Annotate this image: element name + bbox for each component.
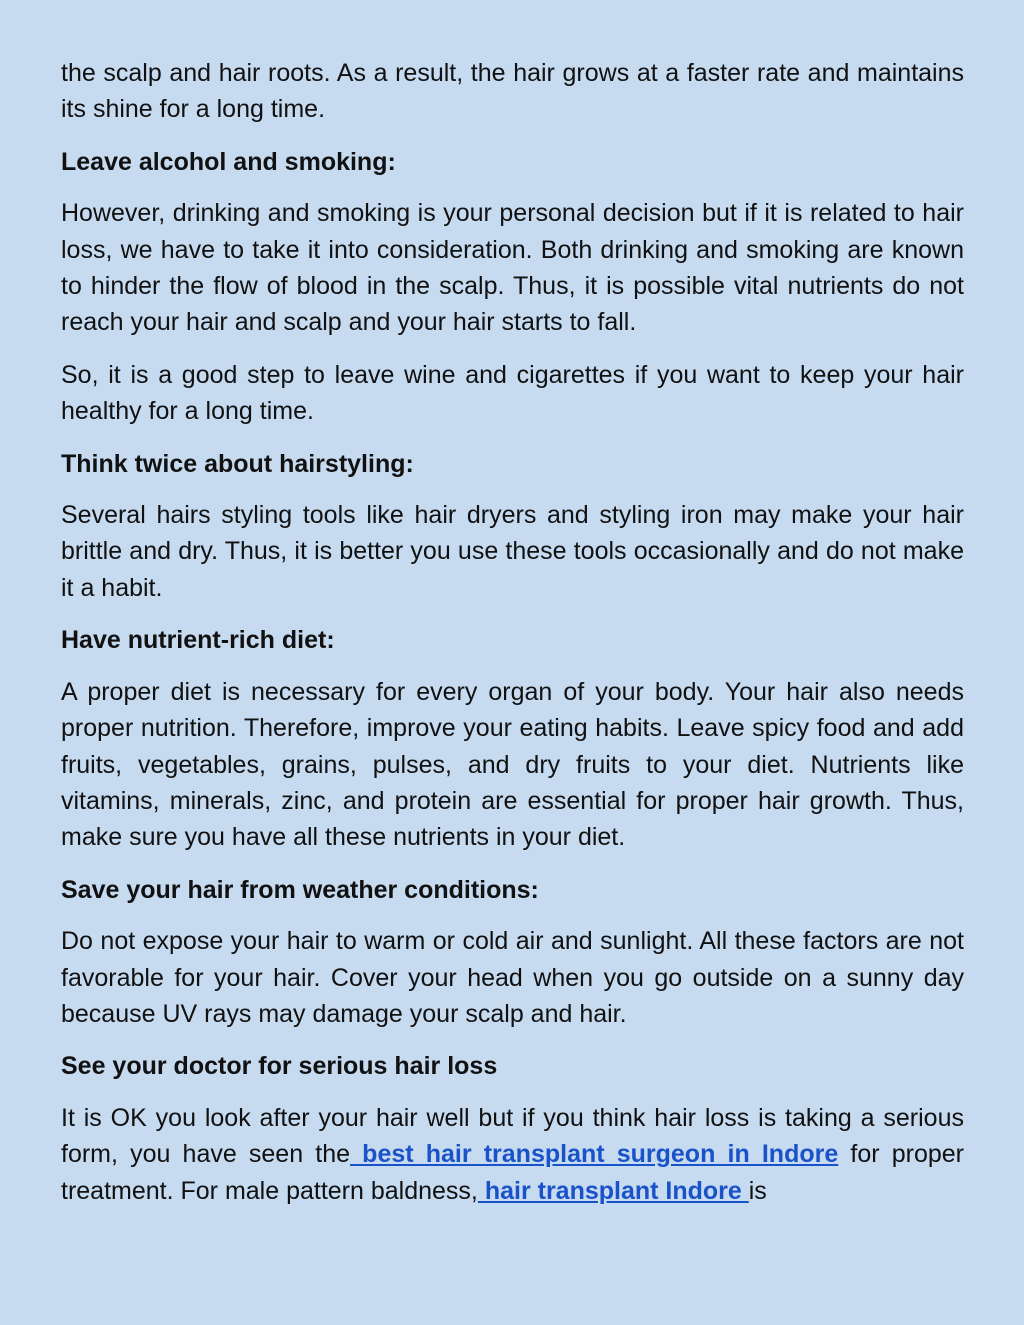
alcohol-smoking-paragraph-1: However, drinking and smoking is your personal decision but if it is related to hair loss, we have to take it into consideration. Both drinking and smoking are known to hinder the flow of blood in the scalp. Thus, it is possible vital nutrients do not reach your hair and scalp and your hair starts to fall.: [61, 199, 964, 337]
see-doctor-text-2: for proper treatment. For male pattern baldness,: [61, 1140, 964, 1205]
intro-paragraph: the scalp and hair roots. As a result, the hair grows at a faster rate and maintains its shine for a long time.: [61, 59, 964, 124]
hair-transplant-indore-link[interactable]: hair transplant Indore: [477, 1176, 749, 1205]
heading-see-doctor: See your doctor for serious hair loss: [61, 1052, 498, 1081]
heading-hairstyling: Think twice about hairstyling:: [61, 449, 414, 478]
alcohol-smoking-paragraph-2: So, it is a good step to leave wine and cigarettes if you want to keep your hair healthy for a long time.: [61, 360, 964, 426]
nutrient-diet-paragraph: A proper diet is necessary for every organ of your body. Your hair also needs proper nutrition. Therefore, improve your eating habits. Leave spicy food and add fruits, vegetables, grains, pulses, and dry fruits to your diet. Nutrients like vitamins, minerals, zinc, and protein are essential for proper hair growth. Thus, make sure you have all these nutrients in your diet.: [61, 677, 964, 852]
weather-conditions-paragraph: Do not expose your hair to warm or cold air and sunlight. All these factors are not favorable for your hair. Cover your head when you go outside on a sunny day because UV rays may damage your scalp and hair.: [61, 927, 964, 1028]
see-doctor-text-1: It is OK you look after your hair well but if you think hair loss is taking a serious form, you have seen the: [61, 1103, 964, 1169]
heading-nutrient-diet: Have nutrient-rich diet:: [61, 626, 335, 655]
heading-alcohol-smoking: Leave alcohol and smoking:: [61, 147, 396, 176]
best-hair-transplant-surgeon-link[interactable]: best hair transplant surgeon in Indore: [350, 1140, 839, 1169]
see-doctor-text-3: is: [748, 1176, 767, 1205]
heading-weather-conditions: Save your hair from weather conditions:: [61, 875, 539, 904]
hairstyling-paragraph: Several hairs styling tools like hair dryers and styling iron may make your hair brittle and dry. Thus, it is better you use these tools occasionally and do not make it a habit.: [61, 501, 964, 602]
see-doctor-paragraph: [61, 1100, 964, 1209]
